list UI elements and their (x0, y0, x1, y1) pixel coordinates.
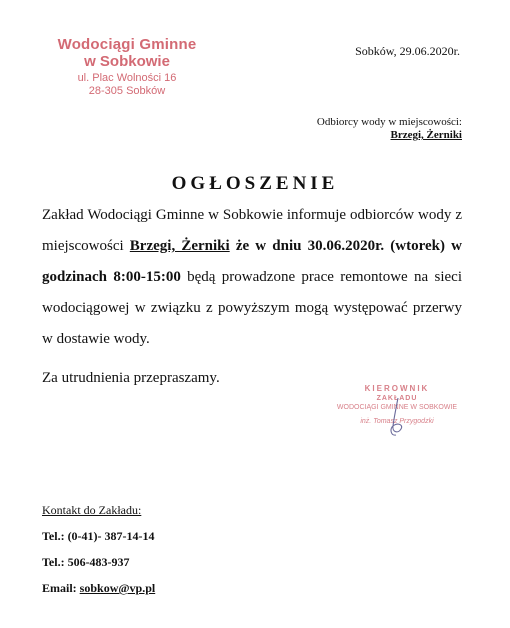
contact-phone-1 (42, 523, 155, 549)
notice-paragraph (42, 200, 462, 355)
contact-phone-2 (42, 549, 155, 575)
signature-company: WODOCIĄGI GMINNE W SOBKOWIE (336, 404, 458, 411)
email-label: Email: (42, 581, 80, 595)
handwritten-signature-icon (382, 396, 412, 438)
recipients-block (317, 116, 462, 142)
notice-body (42, 200, 462, 394)
notice-date-time: że w dniu 30.06.2020r. (wtorek) w godzinach 8:00-15:00 (42, 238, 462, 285)
email-link[interactable]: sobkow@vp.pl (79, 581, 156, 595)
phone-2-value: 506-483-937 (67, 555, 130, 569)
stamp-company-name: Wodociągi Gminne (57, 36, 197, 53)
notice-text-1: Zakład Wodociągi Gminne w Sobkowie informuje odbiorców wody z miejscowości (42, 207, 462, 254)
contact-heading: Kontakt do Zakładu: (42, 503, 142, 517)
document-date: Sobków, 29.06.2020r. (355, 44, 460, 58)
stamp-company-location: w Sobkowie (84, 53, 170, 70)
contact-block (42, 497, 155, 601)
notice-title: OGŁOSZENIE (171, 173, 339, 194)
phone-1-label: Tel.: (42, 529, 68, 543)
recipients-label: Odbiorcy wody w miejscowości: (316, 116, 462, 128)
signature-person: inż. Tomasz Przygodzki (360, 418, 434, 425)
contact-email (42, 575, 155, 601)
company-stamp (40, 36, 214, 98)
recipients-towns: Brzegi, Żerniki (390, 129, 462, 141)
phone-2-label: Tel.: (42, 555, 68, 569)
phone-1-value: (0-41)- 387-14-14 (67, 529, 155, 543)
notice-text-2: będą prowadzone prace remontowe na sieci wodociągowej w związku z powyższym mogą występować przerwy w dostawie wody. (42, 269, 462, 347)
signature-role: KIEROWNIK (364, 384, 430, 393)
signature-unit: ZAKŁADU (376, 395, 418, 402)
stamp-street: ul. Plac Wolności 16 (77, 72, 177, 84)
notice-apology: Za utrudnienia przepraszamy. (42, 370, 220, 386)
stamp-postal: 28-305 Sobków (88, 85, 166, 97)
notice-towns: Brzegi, Żerniki (129, 238, 230, 254)
